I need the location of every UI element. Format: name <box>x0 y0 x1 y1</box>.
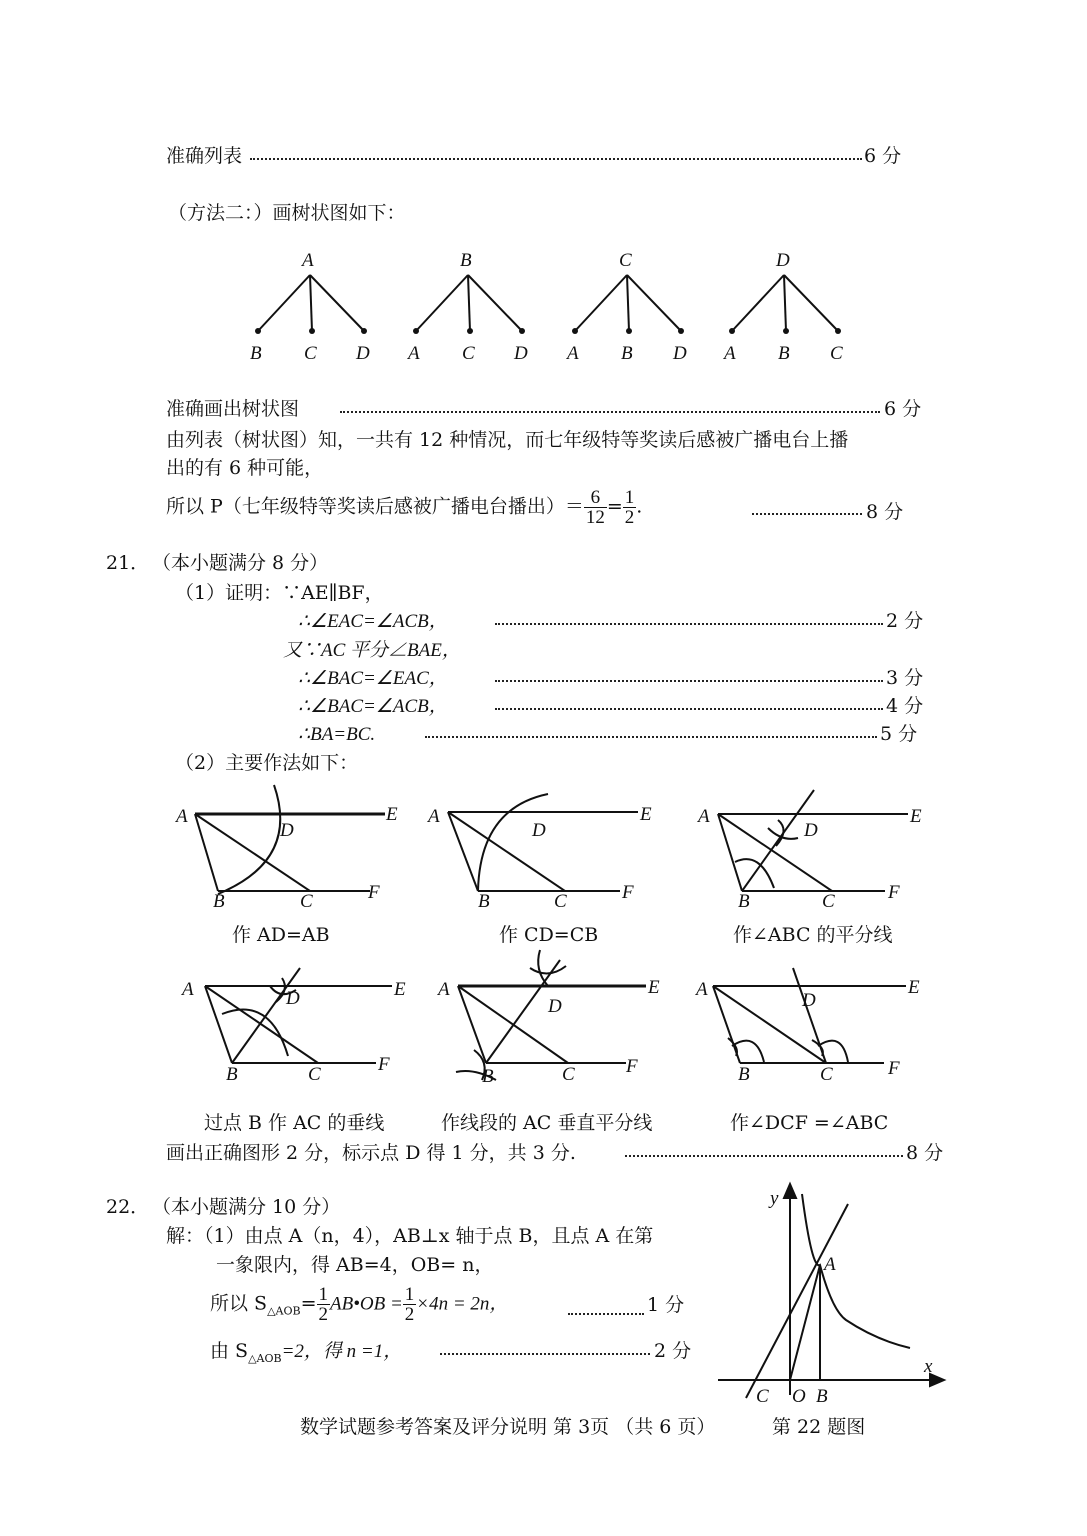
tree-branch <box>784 275 786 331</box>
tree-node <box>309 328 315 334</box>
proof-step: ∴∠EAC=∠ACB， <box>298 611 448 632</box>
point-label-C: C <box>820 1064 833 1085</box>
tree-leaf-label: C <box>462 343 475 364</box>
point-label-C: C <box>308 1064 321 1085</box>
tree-root-label: D <box>776 250 790 271</box>
point-label-B: B <box>213 891 225 912</box>
axis-label-x: x <box>924 1356 933 1377</box>
equals: = <box>606 495 623 518</box>
score: 1 分 <box>647 1294 685 1316</box>
fraction: $\frac{1}{2}$ <box>624 487 635 528</box>
point-label-O: O <box>792 1386 806 1407</box>
point-label-D: D <box>286 988 300 1009</box>
tree-leaf-label: B <box>250 343 262 364</box>
figure-perpendicular-from-b <box>205 968 392 1063</box>
score: 8 分 <box>906 1142 944 1164</box>
point-label-D: D <box>532 820 546 841</box>
function-graph <box>716 1180 956 1410</box>
tree-branch <box>258 275 310 331</box>
proof-step: 又∵AC 平分∠BAE， <box>283 640 461 661</box>
figure-caption: 第 22 题图 <box>772 1416 866 1438</box>
tree-branch <box>468 275 522 331</box>
proof-step: ∴BA=BC. <box>298 724 376 745</box>
tree-node <box>572 328 578 334</box>
point-label-C: C <box>554 891 567 912</box>
point-label-B: B <box>816 1386 828 1407</box>
area-line: 所以 $S_{\triangle AOB}=$ $\frac{1}{2}$ AB•OB = $\frac{1}{2}$ ×4n = 2n， <box>210 1284 509 1325</box>
proof-step: ∴∠BAC=∠EAC， <box>298 668 448 689</box>
leader-dots <box>340 411 880 413</box>
point-label-F: F <box>368 882 380 903</box>
fraction: $\frac{6}{12}$ <box>585 487 605 528</box>
score: 2 分 <box>654 1340 692 1362</box>
tree-A <box>250 250 370 364</box>
proof-step: ∴∠BAC=∠ACB， <box>298 696 448 717</box>
tree-label: 准确画出树状图 <box>166 398 300 420</box>
point-label-E: E <box>394 979 406 1000</box>
caption-2: 作 CD=CB <box>499 924 599 946</box>
tree-node <box>413 328 419 334</box>
tree-branch <box>784 275 838 331</box>
tree-leaf-label: C <box>830 343 843 364</box>
method2-heading: （方法二：）画树状图如下： <box>168 202 406 224</box>
point-label-A: A <box>428 806 440 827</box>
tree-branch <box>310 275 364 331</box>
tree-node <box>783 328 789 334</box>
question-header: （本小题满分 8 分） <box>152 552 329 574</box>
tree-branch <box>310 275 312 331</box>
tree-branch <box>627 275 681 331</box>
tree-leaf-label: B <box>621 343 633 364</box>
caption-6: 作∠DCF =∠ABC <box>730 1112 889 1134</box>
tree-root-label: A <box>302 250 314 271</box>
figure-labels-4 <box>180 979 406 1085</box>
tree-branch <box>468 275 470 331</box>
tree-leaf-label: B <box>778 343 790 364</box>
part-1: （1）证明：∵AE∥BF， <box>175 582 384 604</box>
point-label-E: E <box>648 977 660 998</box>
tree-node <box>729 328 735 334</box>
solution-line-1: 解：（1）由点 A（n，4），AB⊥x 轴于点 B，且点 A 在第 <box>166 1225 654 1247</box>
summary: 画出正确图形 2 分，标示点 D 得 1 分，共 3 分. <box>166 1142 576 1164</box>
question-number: 21． <box>106 552 150 574</box>
point-label-A: A <box>698 806 710 827</box>
point-label-F: F <box>378 1054 390 1075</box>
page-footer: 数学试题参考答案及评分说明 第 3页 （共 6 页） <box>300 1416 716 1438</box>
tree-branch <box>732 275 784 331</box>
score: 6 分 <box>864 145 902 167</box>
leader-dots <box>250 158 862 160</box>
list-label: 准确列表 <box>166 145 243 167</box>
point-label-D: D <box>804 820 818 841</box>
tree-leaf-label: C <box>304 343 317 364</box>
leader-dots <box>752 513 862 515</box>
tree-leaf-label: D <box>514 343 528 364</box>
tree-leaf-label: D <box>673 343 687 364</box>
score: 6 分 <box>884 398 922 420</box>
leader-dots <box>625 1155 903 1157</box>
score: 8 分 <box>866 501 904 523</box>
solution-line-2: 一象限内，得 AB=4，OB= n， <box>216 1254 494 1276</box>
tree-C <box>565 250 687 364</box>
point-label-B: B <box>482 1066 494 1087</box>
leader-dots <box>495 623 883 625</box>
point-label-A: A <box>182 979 194 1000</box>
point-label-F: F <box>622 882 634 903</box>
leader-dots <box>495 708 883 710</box>
tree-node <box>678 328 684 334</box>
point-label-A: A <box>438 979 450 1000</box>
point-label-B: B <box>478 891 490 912</box>
point-label-D: D <box>548 996 562 1017</box>
tree-leaf-label: A <box>724 343 736 364</box>
caption-4: 过点 B 作 AC 的垂线 <box>204 1112 385 1134</box>
probability-prefix: 所以 P（七年级特等奖读后感被广播电台播出）＝ <box>166 495 584 518</box>
tree-branch <box>627 275 629 331</box>
n-line: 由 $S_{\triangle AOB}=2$，得 n =1， <box>210 1340 403 1365</box>
tree-branch <box>575 275 627 331</box>
score: 3 分 <box>886 667 924 689</box>
figure-cd-equals-cb <box>448 794 638 891</box>
score: 5 分 <box>880 723 918 745</box>
conclusion-line-2: 出的有 6 种可能， <box>166 457 324 479</box>
point-label-B: B <box>226 1064 238 1085</box>
part-2: （2）主要作法如下： <box>175 752 359 774</box>
tree-branch <box>416 275 468 331</box>
point-label-E: E <box>910 806 922 827</box>
leader-dots <box>495 680 883 682</box>
point-label-E: E <box>386 804 398 825</box>
point-label-A: A <box>176 806 188 827</box>
tree-D <box>722 250 843 364</box>
score: 4 分 <box>886 695 924 717</box>
point-label-B: B <box>738 891 750 912</box>
point-label-C: C <box>562 1064 575 1085</box>
figure-angle-copy <box>713 968 906 1063</box>
tree-B <box>406 250 528 364</box>
question-header: （本小题满分 10 分） <box>152 1196 341 1218</box>
caption-3: 作∠ABC 的平分线 <box>733 924 893 946</box>
tree-node <box>835 328 841 334</box>
tree-node <box>361 328 367 334</box>
point-label-E: E <box>908 977 920 998</box>
tree-node <box>519 328 525 334</box>
leader-dots <box>440 1353 650 1355</box>
caption-1: 作 AD=AB <box>232 924 330 946</box>
caption-5: 作线段的 AC 垂直平分线 <box>441 1112 653 1134</box>
leader-dots <box>425 736 877 738</box>
tree-diagrams <box>0 245 1087 385</box>
tree-node <box>626 328 632 334</box>
conclusion-line-1: 由列表（树状图）知，一共有 12 种情况，而七年级特等奖读后感被广播电台上播 <box>166 429 849 451</box>
point-label-C: C <box>822 891 835 912</box>
tree-root-label: B <box>460 250 472 271</box>
point-label-C: C <box>756 1386 769 1407</box>
question-number: 22． <box>106 1196 150 1218</box>
tree-leaf-label: D <box>356 343 370 364</box>
tree-root-label: C <box>619 250 632 271</box>
point-label-E: E <box>640 804 652 825</box>
score: 2 分 <box>886 610 924 632</box>
point-label-F: F <box>888 1058 900 1079</box>
construction-figures <box>0 790 1087 1110</box>
point-label-F: F <box>888 882 900 903</box>
tree-leaf-label: A <box>567 343 579 364</box>
leader-dots <box>568 1313 644 1315</box>
point-label-A: A <box>696 979 708 1000</box>
tree-node <box>467 328 473 334</box>
point-label-D: D <box>280 820 294 841</box>
point-label-B: B <box>738 1064 750 1085</box>
point-label-D: D <box>802 990 816 1011</box>
point-label-C: C <box>300 891 313 912</box>
probability-line <box>166 488 642 527</box>
period: . <box>636 495 643 518</box>
axis-label-y: y <box>770 1188 779 1209</box>
point-label-F: F <box>626 1056 638 1077</box>
tree-node <box>255 328 261 334</box>
tree-leaf-label: A <box>408 343 420 364</box>
point-label-A: A <box>824 1254 836 1275</box>
